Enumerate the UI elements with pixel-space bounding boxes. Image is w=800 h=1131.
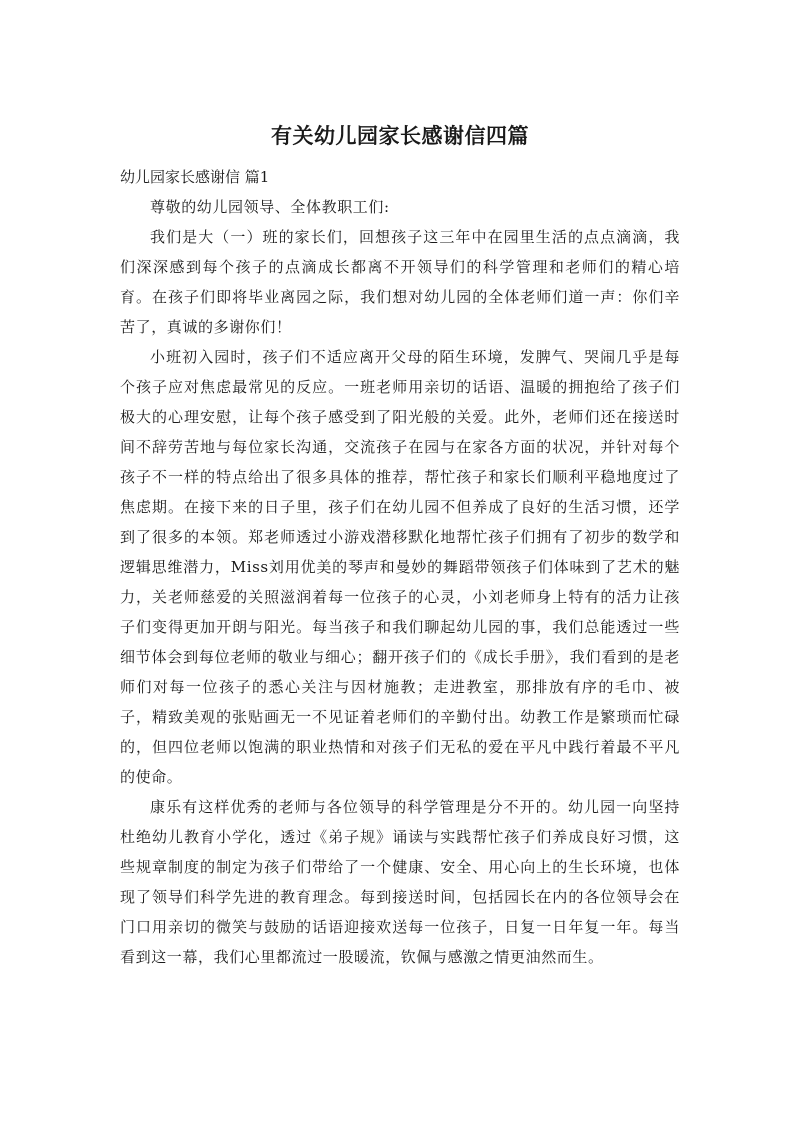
document-title: 有关幼儿园家长感谢信四篇 xyxy=(271,124,529,148)
body-paragraph: 小班初入园时，孩子们不适应离开父母的陌生环境，发脾气、哭闹几乎是每个孩子应对焦虑最常见的反应。一班老师用亲切的话语、温暖的拥抱给了孩子们极大的心理安慰，让每个孩子感受到了阳光般的关爱。此外，老师们还在接送时间不辞劳苦地与每位家长沟通，交流孩子在园与在家各方面的状况，并针对每个孩子不一样的特点给出了很多具体的推荐，帮忙孩子和家长们顺利平稳地度过了焦虑期。在接下来的日子里，孩子们在幼儿园不但养成了良好的生活习惯，还学到了很多的本领。郑老师透过小游戏潜移默化地帮忙孩子们拥有了初步的数学和逻辑思维潜力，Miss刘用优美的琴声和曼妙的舞蹈带领孩子们体味到了艺术的魅力，关老师慈爱的关照滋润着每一位孩子的心灵，小刘老师身上特有的活力让孩子们变得更加开朗与阳光。每当孩子和我们聊起幼儿园的事，我们总能透过一些细节体会到每位老师的敬业与细心；翻开孩子们的《成长手册》，我们看到的是老师们对每一位孩子的悉心关注与因材施教；走进教室，那排放有序的毛巾、被子，精致美观的张贴画无一不见证着老师们的辛勤付出。幼教工作是繁琐而忙碌的，但四位老师以饱满的职业热情和对孩子们无私的爱在平凡中践行着最不平凡的使命。 xyxy=(120,348,680,786)
salutation-paragraph: 尊敬的幼儿园领导、全体教职工们: xyxy=(150,198,390,216)
section-heading: 幼儿园家长感谢信 篇1 xyxy=(120,168,270,186)
document-page xyxy=(120,118,680,972)
body-paragraph: 我们是大（一）班的家长们，回想孩子这三年中在园里生活的点点滴滴，我们深深感到每个孩子的点滴成长都离不开领导们的科学管理和老师们的精心培育。在孩子们即将毕业离园之际，我们想对幼儿园的全体老师们道一声：你们辛苦了，真诚的多谢你们！ xyxy=(120,228,680,336)
body-paragraph: 康乐有这样优秀的老师与各位领导的科学管理是分不开的。幼儿园一向坚持杜绝幼儿教育小学化，透过《弟子规》诵读与实践帮忙孩子们养成良好习惯，这些规章制度的制定为孩子们带给了一个健康、安全、用心向上的生长环境，也体现了领导们科学先进的教育理念。每到接送时间，包括园长在内的各位领导会在门口用亲切的微笑与鼓励的话语迎接欢送每一位孩子，日复一日年复一年。每当看到这一幕，我们心里都流过一股暖流，钦佩与感激之情更油然而生。 xyxy=(120,798,680,966)
